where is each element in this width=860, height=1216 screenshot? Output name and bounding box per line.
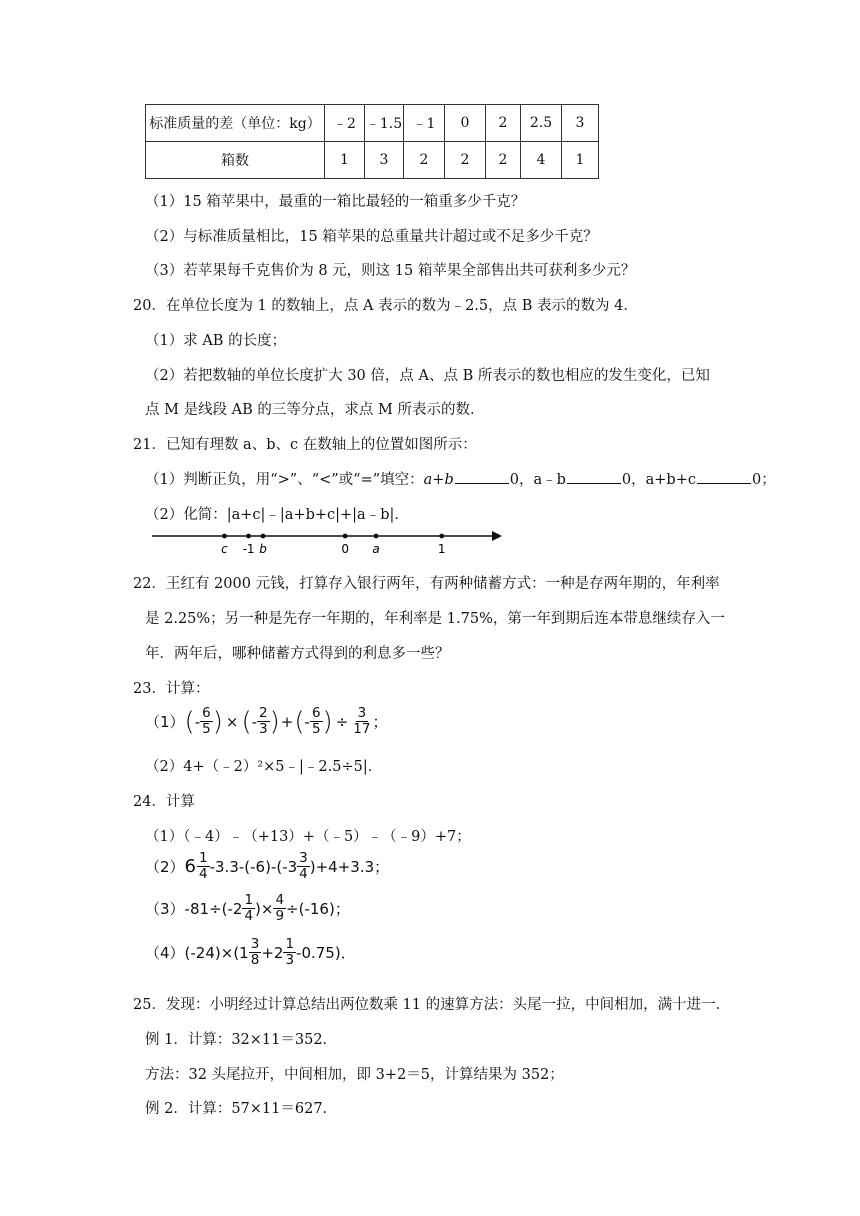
q22-line-3: 年．两年后，哪种储蓄方式得到的利息多一些？: [145, 646, 450, 662]
expression: -3.3-(-6)-(-3: [209, 857, 298, 876]
q24-stem: 24．计算: [133, 794, 195, 810]
table-cell: 2: [486, 142, 521, 179]
q24-part-4: [145, 937, 356, 968]
denominator: 3: [285, 952, 295, 968]
q25-line-1: 25．发现：小明经过计算总结出两位数乘 11 的速算方法：头尾一拉，中间相加，满十进一．: [133, 997, 731, 1013]
operator: ÷: [335, 712, 349, 731]
table-cell: 2: [404, 142, 445, 179]
part-label: （3）: [145, 900, 185, 918]
numerator: 1: [285, 936, 295, 952]
expression: (-24)×(1: [184, 943, 249, 962]
number-line-label: 0: [341, 542, 349, 556]
table-cell: 3: [365, 142, 404, 179]
number-line-point: [261, 534, 266, 539]
answer-blank: [455, 469, 509, 484]
fraction: [351, 706, 372, 737]
q21-expr-3: 0，a+b+c: [621, 472, 696, 488]
q25-line-2: 例 1．计算：32×11＝352．: [145, 1032, 338, 1048]
numerator: 6: [202, 705, 211, 721]
number-line: [140, 522, 520, 558]
table-cell: 3: [562, 105, 599, 142]
q21-part-1-end: 0；: [751, 472, 776, 488]
numerator: 3: [250, 936, 260, 952]
denominator: 3: [259, 721, 268, 737]
q21-expr-2: 0，a﹣b: [509, 472, 566, 488]
minus-sign: -: [251, 712, 258, 731]
q20-part-2b: 点 M 是线段 AB 的三等分点，求点 M 所表示的数．: [145, 402, 485, 418]
table-cell: 0: [445, 105, 486, 142]
q25-line-4: 例 2．计算：57×11＝627．: [145, 1101, 338, 1117]
expression: +2: [261, 943, 284, 962]
q21-stem: 21．已知有理数 a、b、c 在数轴上的位置如图所示：: [133, 437, 477, 453]
number-line-label: a: [372, 542, 380, 556]
numerator: 2: [259, 705, 268, 721]
fraction: [242, 893, 255, 924]
numerator: 4: [275, 892, 285, 908]
q22-line-2: 是 2.25%；另一种是先存一年期的，年利率是 1.75%，第一年到期后连本带息继续存入一: [145, 611, 725, 627]
q23-part-1: （1） ( - $\frac{6}{5}$ ) × ( - $\frac{2}{3}$ ) + ( - $\frac{6}{5}$ ) ÷ $\frac{3}{17}$ ；: [145, 705, 388, 737]
numerator: 1: [199, 850, 208, 866]
table-cell: 2: [445, 142, 486, 179]
part-label: （1）: [145, 713, 185, 731]
table-cell: ﹣2: [325, 105, 365, 142]
denominator: 4: [299, 866, 308, 882]
semicolon: ；: [372, 713, 388, 731]
whole-number: 6: [184, 856, 196, 877]
denominator: 17: [353, 721, 371, 737]
minus-sign: -: [304, 712, 310, 731]
q21-part-1-prefix: （1）判断正负，用“>”、“<”或“=”填空：: [145, 472, 424, 488]
table-cell: ﹣1.5: [365, 105, 404, 142]
table-row: [146, 142, 599, 179]
table-header-cell: 箱数: [146, 142, 325, 179]
answer-blank: [567, 469, 621, 484]
q20-part-1: （1）求 AB 的长度；: [145, 333, 287, 349]
number-line-label: c: [221, 542, 228, 556]
fraction: [283, 937, 296, 968]
expression: ÷(-16)；: [286, 900, 350, 918]
minus-sign: -: [194, 712, 201, 731]
q21-part-1: [145, 468, 776, 489]
q19-part-2: （2）与标准质量相比，15 箱苹果的总重量共计超过或不足多少千克？: [145, 229, 598, 245]
arrow-right-icon: [492, 531, 502, 541]
table-cell: 1: [325, 142, 365, 179]
number-line-label: 1: [437, 542, 446, 556]
q24-part-1: （1）（﹣4）﹣（+13）+（﹣5）﹣（﹣9）+7；: [145, 829, 471, 845]
q22-line-1: 22．王红有 2000 元钱，打算存入银行两年，有两种储蓄方式：一种是存两年期的，年利率: [133, 576, 720, 592]
expression: )+4+3.3；: [309, 858, 390, 876]
denominator: 5: [311, 721, 321, 737]
weight-difference-table: [145, 104, 599, 179]
q19-part-1: （1）15 箱苹果中，最重的一箱比最轻的一箱重多少千克？: [145, 194, 526, 210]
number-line-point: [343, 534, 348, 539]
expression: -81÷(-2: [184, 899, 243, 918]
number-line-label: b: [259, 542, 267, 556]
operator: +: [280, 712, 294, 731]
q24-part-3: [145, 893, 350, 924]
table-cell: 2: [486, 105, 521, 142]
q20-part-2a: （2）若把数轴的单位长度扩大 30 倍，点 A、点 B 所表示的数也相应的发生变化，已知: [145, 368, 710, 384]
number-line-point: [246, 534, 251, 539]
numerator: 3: [299, 850, 308, 866]
fraction: [200, 706, 213, 737]
number-line-label: -1: [242, 542, 255, 556]
table-header-cell: 标准质量的差（单位：kg）: [146, 105, 325, 142]
number-line-point: [374, 534, 379, 539]
fraction: [257, 706, 270, 737]
q25-line-3: 方法：32 头尾拉开，中间相加，即 3+2＝5，计算结果为 352；: [145, 1067, 564, 1083]
fraction: [310, 706, 323, 737]
table-cell: 4: [521, 142, 562, 179]
table-cell: 2.5: [521, 105, 562, 142]
numerator: 3: [357, 705, 367, 721]
q19-part-3: （3）若苹果每千克售价为 8 元，则这 15 箱苹果全部售出共可获利多少元？: [145, 263, 636, 279]
denominator: 9: [275, 908, 285, 924]
denominator: 4: [199, 866, 208, 882]
fraction: [297, 851, 310, 882]
answer-blank: [697, 469, 751, 484]
expression: )×: [255, 899, 274, 918]
fraction: [273, 893, 286, 924]
expression: -0.75)．: [296, 944, 356, 962]
number-line-point: [222, 534, 227, 539]
fraction: [249, 937, 262, 968]
numerator: 6: [311, 705, 321, 721]
q21-expr-1: a+b: [423, 472, 454, 488]
table-cell: 1: [562, 142, 599, 179]
q23-part-2: （2）4+（﹣2）²×5﹣|﹣2.5÷5|．: [145, 759, 383, 775]
part-label: （4）: [145, 944, 185, 962]
q20-stem: 20．在单位长度为 1 的数轴上，点 A 表示的数为﹣2.5，点 B 表示的数为 4．: [133, 298, 638, 314]
table-row: [146, 105, 599, 142]
numerator: 1: [244, 892, 254, 908]
q24-part-2: [145, 851, 389, 882]
table-cell: ﹣1: [404, 105, 445, 142]
denominator: 5: [202, 721, 211, 737]
fraction: [197, 851, 210, 882]
number-line-point: [439, 534, 444, 539]
q23-stem: 23．计算：: [133, 681, 210, 697]
operator: ×: [225, 712, 239, 731]
part-label: （2）: [145, 858, 185, 876]
denominator: 4: [244, 908, 254, 924]
q21-part-2: （2）化简：|a+c|﹣|a+b+c|+|a﹣b|．: [145, 507, 409, 523]
denominator: 8: [250, 952, 260, 968]
